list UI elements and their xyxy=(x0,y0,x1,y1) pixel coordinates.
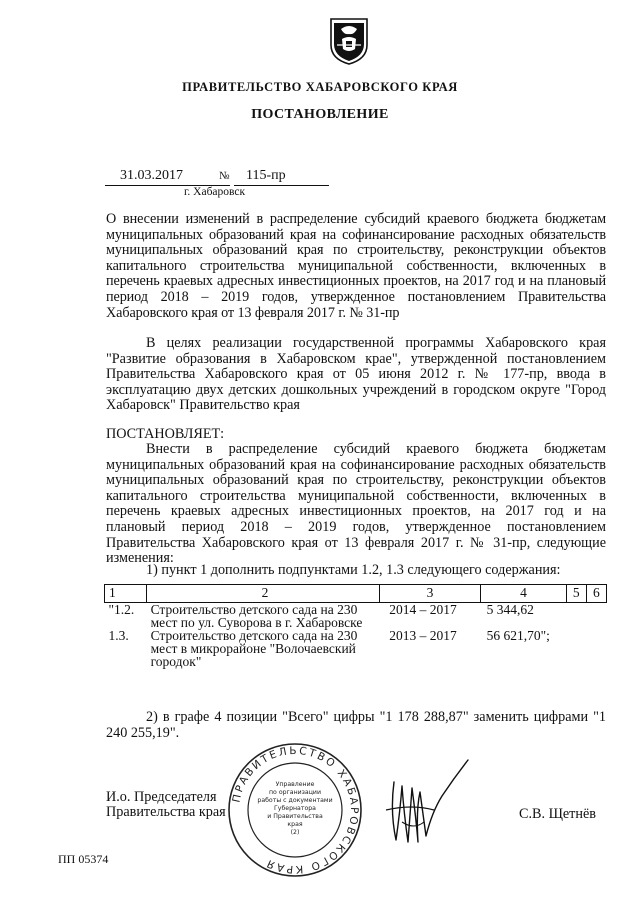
document-type: ПОСТАНОВЛЕНИЕ xyxy=(251,107,389,122)
item-1: 1) пункт 1 дополнить подпунктами 1.2, 1.3 следующего содержания: xyxy=(146,562,561,578)
table-header-cell: 5 xyxy=(566,585,586,603)
coat-of-arms-icon xyxy=(328,15,370,65)
signatory-position-line: И.о. Председателя xyxy=(106,789,217,805)
row-number: 1.3. xyxy=(108,628,129,643)
table-header-cell: 2 xyxy=(147,585,380,603)
document-city: г. Хабаровск xyxy=(184,186,246,198)
document-date: 31.03.2017 xyxy=(105,167,230,186)
table-row xyxy=(105,603,607,630)
stamp-line: работы с документами xyxy=(257,797,333,804)
signatory-name: С.В. Щетнёв xyxy=(519,806,596,822)
signatory-position xyxy=(106,790,226,820)
signatory-position-line: Правительства края xyxy=(106,804,226,820)
row-name: Строительство детского сада на 230 мест в микрорайоне "Волочаевский городок" xyxy=(150,628,358,669)
stamp-line: Губернатора xyxy=(274,805,316,812)
number-sign: № xyxy=(219,170,230,182)
row-name: Строительство детского сада на 230 мест по ул. Суворова в г. Хабаровске xyxy=(150,602,363,630)
main-paragraph: Внести в распределение субсидий краевого бюджета бюджетам муниципальных образований края на софинансирование расходных обязательств муниципальных образований края по строительству, реконструкции объектов капитального строительства муниципальной собственности, включенных в перечень краевых адресных инвестиционных проектов, на 2017 год и на плановый период 2018 – 2019 годов, утвержденное постановлением Правительства Хабаровского края от 13 февраля 2017 г. № 31-пр, следующие изменения: xyxy=(106,441,606,567)
table-header-cell: 3 xyxy=(379,585,480,603)
item-2: 2) в графе 4 позиции "Всего" цифры "1 178 288,87" заменить цифрами "1 240 255,19". xyxy=(106,709,606,741)
document-code: ПП 05374 xyxy=(58,852,109,866)
government-title: ПРАВИТЕЛЬСТВО ХАБАРОВСКОГО КРАЯ xyxy=(182,80,458,94)
row-number: "1.2. xyxy=(108,602,135,617)
stamp-line: (2) xyxy=(290,829,300,836)
handwritten-signature xyxy=(372,752,472,852)
document-title: О внесении изменений в распределение субсидий краевого бюджета бюджетам муниципальных образований края на софинансирование расходных обязательств муниципальных образований края по строительству, реконструкции объектов капитального строительства муниципальной собственности, включенных в перечень краевых адресных инвестиционных проектов, на 2017 год и на плановый период 2018 – 2019 годов, утвержденное постановлением Правительства Хабаровского края от 13 февраля 2017 г. № 31-пр xyxy=(106,211,606,321)
row-amount: 5 344,62 xyxy=(486,602,534,617)
stamp-ring-text: ПРАВИТЕЛЬСТВО ХАБАРОВСКОГО КРАЯ xyxy=(230,744,361,876)
preamble-paragraph: В целях реализации государственной программы Хабаровского края "Развитие образования в Хабаровском крае", утвержденной постановлением Правительства Хабаровского края от 05 июня 2012 г. № 177-пр, ввода в эксплуатацию двух детских дошкольных учреждений в городском округе "Город Хабаровск" Правительство края xyxy=(106,335,606,414)
document-number: 115-пр xyxy=(234,167,329,186)
row-period: 2014 – 2017 xyxy=(389,602,457,617)
stamp-line: края xyxy=(287,821,303,828)
table-header-cell: 6 xyxy=(586,585,606,603)
stamp-line: по организации xyxy=(269,789,321,796)
table-header-cell: 1 xyxy=(105,585,147,603)
subsidy-table xyxy=(104,584,607,668)
table-row xyxy=(105,629,607,668)
row-period: 2013 – 2017 xyxy=(389,628,457,643)
resolves-heading: ПОСТАНОВЛЯЕТ: xyxy=(106,426,225,442)
stamp-line: и Правительства xyxy=(267,813,323,820)
table-header-cell: 4 xyxy=(481,585,567,603)
stamp-line: Управление xyxy=(275,781,315,788)
table-header-row xyxy=(105,585,607,603)
row-amount: 56 621,70"; xyxy=(486,628,550,643)
official-stamp xyxy=(227,742,363,878)
